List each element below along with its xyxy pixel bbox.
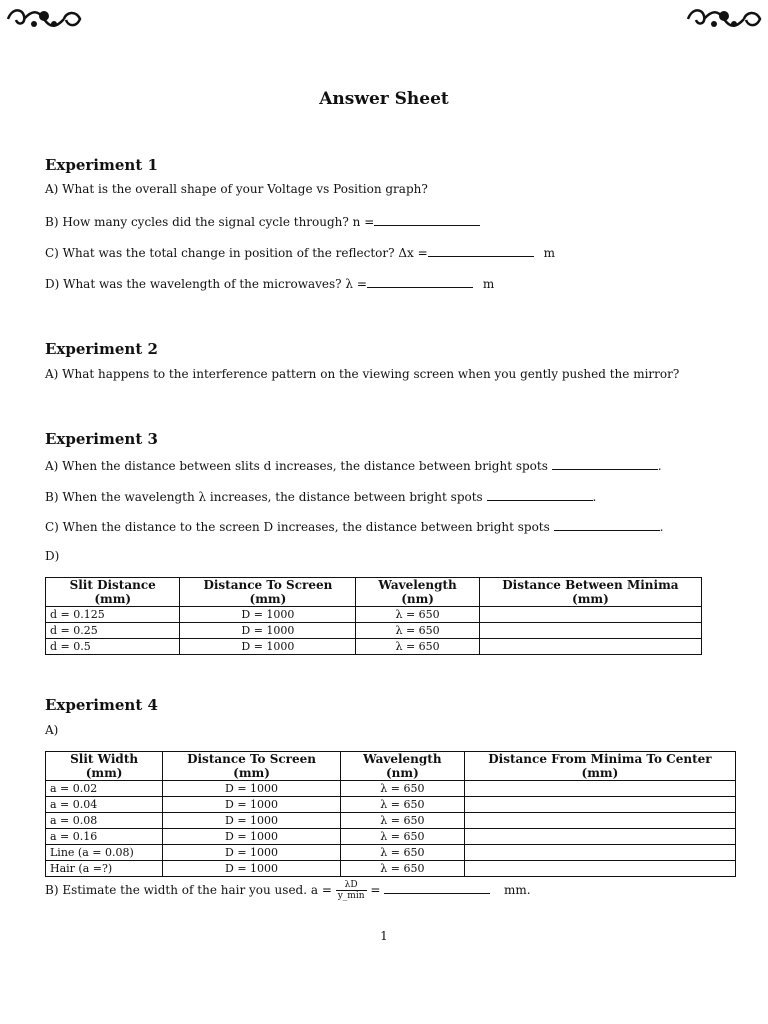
exp4-question-b xyxy=(45,880,531,901)
table-cell: λ = 650 xyxy=(340,781,464,797)
experiment-2-heading: Experiment 2 xyxy=(45,340,158,358)
table-cell: λ = 650 xyxy=(340,861,464,877)
table-cell: D = 1000 xyxy=(163,813,341,829)
table-header: Distance To Screen (mm) xyxy=(163,752,341,781)
exp3-question-d: D) xyxy=(45,549,60,563)
answer-cell[interactable] xyxy=(479,639,701,655)
table-cell: λ = 650 xyxy=(356,607,479,623)
answer-cell[interactable] xyxy=(464,781,735,797)
answer-cell[interactable] xyxy=(479,607,701,623)
answer-cell[interactable] xyxy=(464,797,735,813)
exp2-question-a: A) What happens to the interference pattern on the viewing screen when you gently pushed the mirror? xyxy=(45,367,680,381)
table-header: Distance Between Minima (mm) xyxy=(479,578,701,607)
table-cell: a = 0.08 xyxy=(46,813,163,829)
table-cell: d = 0.25 xyxy=(46,623,180,639)
answer-cell[interactable] xyxy=(464,813,735,829)
exp3-question-a-text: A) When the distance between slits d increases, the distance between bright spots xyxy=(45,459,548,473)
fraction-numerator: λD xyxy=(336,880,367,891)
table-cell: D = 1000 xyxy=(163,845,341,861)
table-row xyxy=(46,623,702,639)
table-cell: λ = 650 xyxy=(340,829,464,845)
exp4-question-a: A) xyxy=(45,723,59,737)
answer-cell[interactable] xyxy=(464,845,735,861)
table-header-row xyxy=(46,752,736,781)
fraction-denominator: y_min xyxy=(337,891,365,901)
exp4-answer-b-blank[interactable] xyxy=(384,881,490,894)
experiment-1-heading: Experiment 1 xyxy=(45,156,158,174)
exp3-answer-a-blank[interactable] xyxy=(552,457,658,470)
exp3-question-a xyxy=(45,457,662,473)
exp1-answer-d-blank[interactable] xyxy=(367,275,473,288)
table-row xyxy=(46,845,736,861)
table-header: Wavelength (nm) xyxy=(340,752,464,781)
exp3-table xyxy=(45,577,702,655)
table-cell: a = 0.04 xyxy=(46,797,163,813)
table-cell: a = 0.02 xyxy=(46,781,163,797)
table-row xyxy=(46,639,702,655)
exp1-answer-b-blank[interactable] xyxy=(374,213,480,226)
exp1-answer-c-blank[interactable] xyxy=(428,244,534,257)
exp1-question-d xyxy=(45,275,494,291)
answer-cell[interactable] xyxy=(464,861,735,877)
table-cell: D = 1000 xyxy=(163,797,341,813)
table-cell: D = 1000 xyxy=(180,623,356,639)
table-row xyxy=(46,797,736,813)
exp4-table xyxy=(45,751,736,877)
exp3-question-b-period: . xyxy=(592,490,597,504)
table-cell: Line (a = 0.08) xyxy=(46,845,163,861)
table-header: Slit Distance (mm) xyxy=(46,578,180,607)
exp4-question-b-text: B) Estimate the width of the hair you used. a = xyxy=(45,883,332,897)
page-number: 1 xyxy=(380,929,388,943)
table-header-row xyxy=(46,578,702,607)
table-cell: d = 0.5 xyxy=(46,639,180,655)
table-cell: λ = 650 xyxy=(356,623,479,639)
exp3-question-b-text: B) When the wavelength λ increases, the distance between bright spots xyxy=(45,490,483,504)
table-header: Distance From Minima To Center (mm) xyxy=(464,752,735,781)
answer-cell[interactable] xyxy=(464,829,735,845)
exp4-question-b-unit: mm. xyxy=(504,883,531,897)
exp3-question-a-period: . xyxy=(657,459,662,473)
table-cell: λ = 650 xyxy=(340,845,464,861)
exp3-answer-b-blank[interactable] xyxy=(487,488,593,501)
page-title: Answer Sheet xyxy=(319,89,449,109)
exp1-question-c xyxy=(45,244,555,260)
table-cell: λ = 650 xyxy=(356,639,479,655)
table-row xyxy=(46,607,702,623)
experiment-3-heading: Experiment 3 xyxy=(45,430,158,448)
table-cell: λ = 650 xyxy=(340,813,464,829)
table-cell: D = 1000 xyxy=(180,607,356,623)
exp1-question-c-unit: m xyxy=(543,246,556,260)
exp3-question-c-text: C) When the distance to the screen D increases, the distance between bright spots xyxy=(45,520,550,534)
answer-cell[interactable] xyxy=(479,623,701,639)
table-cell: D = 1000 xyxy=(163,829,341,845)
table-cell: D = 1000 xyxy=(163,781,341,797)
table-header: Distance To Screen (mm) xyxy=(180,578,356,607)
exp1-question-b xyxy=(45,213,480,229)
table-header: Slit Width (mm) xyxy=(46,752,163,781)
exp1-question-c-text: C) What was the total change in position of the reflector? Δx = xyxy=(45,246,428,260)
exp1-question-b-text: B) How many cycles did the signal cycle through? n = xyxy=(45,215,375,229)
table-cell: λ = 650 xyxy=(340,797,464,813)
exp3-question-b xyxy=(45,488,596,504)
ornament-right-icon xyxy=(684,4,764,34)
formula-fraction xyxy=(336,880,367,901)
table-cell: D = 1000 xyxy=(163,861,341,877)
exp3-question-c-period: . xyxy=(659,520,664,534)
exp3-question-c xyxy=(45,518,663,534)
table-row xyxy=(46,829,736,845)
exp1-question-d-text: D) What was the wavelength of the microwaves? λ = xyxy=(45,277,367,291)
exp3-answer-c-blank[interactable] xyxy=(554,518,660,531)
table-row xyxy=(46,861,736,877)
exp1-question-d-unit: m xyxy=(482,277,495,291)
table-cell: a = 0.16 xyxy=(46,829,163,845)
table-cell: Hair (a =?) xyxy=(46,861,163,877)
table-header: Wavelength (nm) xyxy=(356,578,479,607)
exp1-question-a: A) What is the overall shape of your Voltage vs Position graph? xyxy=(45,182,428,196)
equals-sign: = xyxy=(370,883,381,897)
ornament-left-icon xyxy=(4,4,84,34)
experiment-4-heading: Experiment 4 xyxy=(45,696,158,714)
table-cell: d = 0.125 xyxy=(46,607,180,623)
table-row xyxy=(46,781,736,797)
table-cell: D = 1000 xyxy=(180,639,356,655)
table-row xyxy=(46,813,736,829)
